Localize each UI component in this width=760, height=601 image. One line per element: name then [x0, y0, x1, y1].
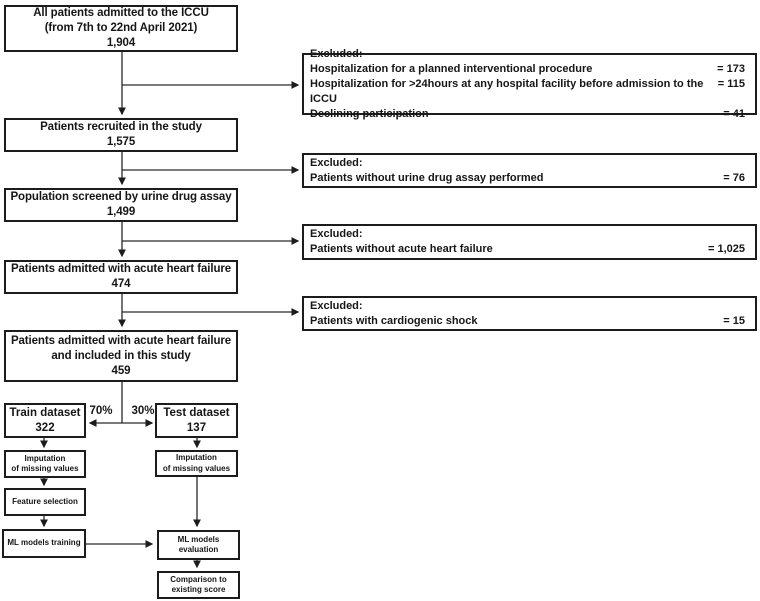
train-dataset-box: [4, 403, 86, 438]
ml-models-training-box: [2, 529, 86, 558]
comparison-existing-score-box: [157, 571, 240, 599]
test-dataset-box: [155, 403, 238, 438]
box-text-line: existing score: [171, 585, 226, 594]
patient-count: 474: [111, 278, 131, 290]
box-text-line: ML models training: [7, 538, 81, 548]
excluded-count: = 76: [723, 171, 745, 184]
box-text-line: evaluation: [178, 545, 219, 554]
exclusion-box-cardiogenic-shock: [302, 296, 757, 331]
excluded-header: Excluded:: [310, 299, 363, 312]
flow-box-screened: [4, 188, 238, 222]
flow-box-included: [4, 330, 238, 382]
excluded-reason: Patients with cardiogenic shock: [310, 314, 478, 327]
box-text-line: of missing values: [11, 464, 79, 473]
imputation-missing-values-test-box: [155, 450, 238, 477]
excluded-count: = 41: [723, 107, 745, 120]
excluded-count: = 15: [723, 314, 745, 327]
excluded-reason: Declining participation: [310, 107, 429, 120]
test-split-percentage: 30%: [131, 405, 155, 417]
patient-count: 1,499: [106, 206, 136, 218]
flow-box-acute-heart-failure: [4, 260, 238, 294]
excluded-count: = 1,025: [707, 243, 745, 255]
feature-selection-box: [4, 488, 86, 516]
excluded-item: [310, 77, 745, 107]
box-text-line: Patients admitted with acute heart failure: [10, 334, 232, 347]
excluded-item: [310, 242, 745, 257]
excluded-count: = 115: [717, 77, 745, 90]
flow-box-recruited: [4, 118, 238, 152]
box-text-line: Train dataset: [9, 406, 81, 419]
ml-models-evaluation-box: [157, 530, 240, 560]
excluded-reason: Hospitalization for a planned interventional procedure: [310, 62, 593, 75]
box-text-line: Patients recruited in the study: [40, 121, 202, 133]
excluded-item: [310, 314, 745, 329]
patient-count: 137: [186, 421, 207, 434]
box-text-line: Comparison to: [170, 574, 227, 584]
box-text-line: Population screened by urine drug assay: [10, 191, 232, 203]
exclusion-box-urine-assay: [302, 153, 757, 188]
excluded-item: [310, 62, 745, 77]
box-text-line: Feature selection: [12, 496, 78, 506]
excluded-item: [310, 107, 745, 122]
excluded-count: = 173: [717, 62, 745, 75]
excluded-header: Excluded:: [310, 228, 363, 240]
excluded-header: Excluded:: [310, 156, 363, 169]
patient-count: 322: [35, 421, 55, 434]
box-text-line: Imputation: [24, 453, 66, 463]
box-text-line: Patients admitted with acute heart failure: [10, 263, 232, 275]
box-text-line: and included in this study: [51, 349, 191, 362]
patient-count: 459: [111, 364, 131, 377]
excluded-reason: Patients without acute heart failure: [310, 243, 493, 255]
box-text-line: of missing values: [162, 463, 231, 473]
imputation-missing-values-train-box: [4, 450, 86, 478]
exclusion-box-recruitment: [302, 47, 757, 120]
box-text-line: (from 7th to 22nd April 2021): [44, 22, 198, 34]
box-text-line: ML models: [177, 534, 220, 544]
excluded-reason: Hospitalization for >24hours at any hospital facility before admission to the ICCU: [310, 77, 704, 105]
box-text-line: Test dataset: [163, 406, 230, 419]
excluded-reason: Patients without urine drug assay performed: [310, 171, 544, 184]
train-split-percentage: 70%: [89, 405, 113, 417]
exclusion-box-no-ahf: [302, 224, 757, 260]
patient-count: 1,904: [106, 37, 136, 49]
box-text-line: Imputation: [176, 453, 217, 462]
box-text-line: All patients admitted to the ICCU: [33, 7, 209, 19]
excluded-header: Excluded:: [310, 47, 363, 60]
excluded-item: [310, 171, 745, 186]
patient-count: 1,575: [106, 136, 136, 148]
flow-box-admitted-iccu: [4, 5, 238, 52]
